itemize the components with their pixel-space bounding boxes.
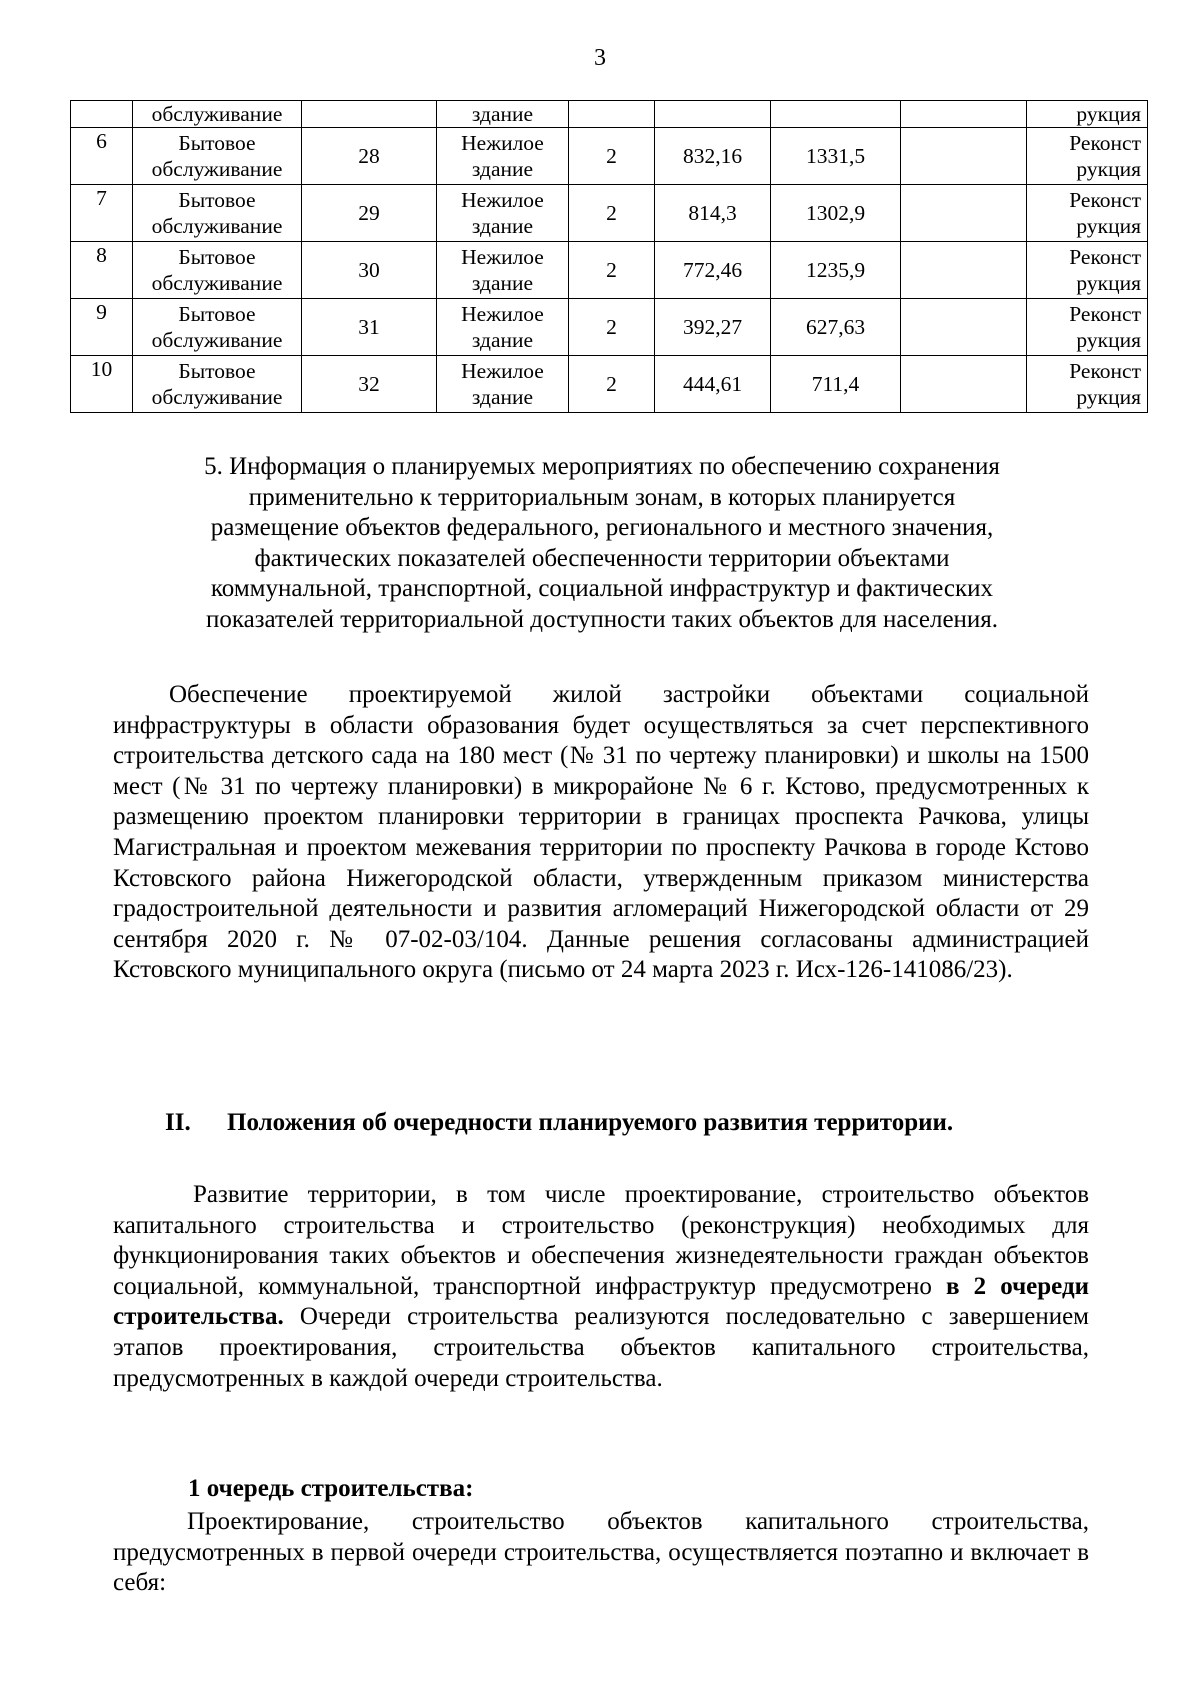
- paragraph-text: Развитие территории, в том числе проектирование, строительство объектов капитального строительства и строительство (реконструкция) необходимых для функционирования таких объектов и обеспечения жизнедеятельности граждан объектов социальной, коммунальной, транспортной инфраструктур предусмотрено: [113, 1181, 1089, 1300]
- cell-text-line: Бытовое: [178, 302, 256, 326]
- table-cell: [437, 356, 569, 413]
- cell-text-line: обслуживание: [151, 385, 283, 409]
- table-cell: [71, 101, 133, 128]
- cell-text-line: рукция: [1076, 214, 1141, 238]
- cell-text-line: рукция: [1076, 271, 1141, 295]
- table-cell: [569, 101, 655, 128]
- table-cell: 1302,9: [771, 185, 901, 242]
- cell-text-line: рукция: [1076, 328, 1141, 352]
- cell-text-line: Бытовое: [178, 131, 256, 155]
- table-cell: [1027, 356, 1148, 413]
- cell-text-line: Нежилое: [461, 131, 544, 155]
- cell-text-line: обслуживание: [151, 328, 283, 352]
- cell-text-line: Реконст: [1069, 302, 1141, 326]
- table-cell: 832,16: [655, 128, 771, 185]
- table-cell: 8: [71, 242, 133, 299]
- table-cell: 2: [569, 242, 655, 299]
- cell-text-line: Нежилое: [461, 359, 544, 383]
- table-cell: [901, 356, 1027, 413]
- table-cell: здание: [437, 101, 569, 128]
- cell-text-line: обслуживание: [151, 214, 283, 238]
- heading-line: размещение объектов федерального, регионального и местного значения,: [210, 514, 994, 542]
- table-cell: [901, 185, 1027, 242]
- cell-text-line: Бытовое: [178, 245, 256, 269]
- cell-text-line: здание: [471, 157, 534, 181]
- table-cell: 9: [71, 299, 133, 356]
- table-row: [71, 242, 1148, 299]
- table-cell: [133, 128, 302, 185]
- chapter-2-heading: [165, 1108, 1085, 1138]
- paragraph-bold-text: в 2 очереди строительства.: [113, 1272, 1089, 1331]
- table-cell: 814,3: [655, 185, 771, 242]
- table-cell: 28: [302, 128, 437, 185]
- paragraph-text: Очереди строительства реализуются последовательно с завершением этапов проектирования, строительства объектов капитального строительства, предусмотренных в каждой очереди строительства.: [113, 1303, 1089, 1392]
- chapter-number: II.: [165, 1109, 191, 1136]
- table-cell: [901, 128, 1027, 185]
- cell-text-line: Нежилое: [461, 302, 544, 326]
- heading-line: 5. Информация о планируемых мероприятиях по обеспечению сохранения: [204, 453, 1000, 480]
- table-cell: [901, 299, 1027, 356]
- table-cell: 10: [71, 356, 133, 413]
- table-cell: 392,27: [655, 299, 771, 356]
- cell-text-line: здание: [471, 271, 534, 295]
- table-cell: [901, 242, 1027, 299]
- cell-text-line: обслуживание: [151, 157, 283, 181]
- table-row: [71, 128, 1148, 185]
- table-cell: [437, 242, 569, 299]
- table-cell: [1027, 242, 1148, 299]
- cell-text-line: Реконст: [1069, 359, 1141, 383]
- table-cell: 30: [302, 242, 437, 299]
- cell-text-line: Реконст: [1069, 188, 1141, 212]
- table-cell: 2: [569, 185, 655, 242]
- table-cell: [302, 101, 437, 128]
- chapter-title: Положения об очередности планируемого развития территории.: [227, 1109, 954, 1136]
- table-cell: [437, 185, 569, 242]
- cell-text-line: Реконст: [1069, 245, 1141, 269]
- table-cell: 444,61: [655, 356, 771, 413]
- table-cell: обслуживание: [133, 101, 302, 128]
- stage-1-heading: 1 очередь строительства:: [188, 1475, 474, 1502]
- table-cell: 1235,9: [771, 242, 901, 299]
- heading-line: коммунальной, транспортной, социальной инфраструктур и фактических: [210, 575, 994, 603]
- chapter-2-paragraph: [113, 1180, 1089, 1394]
- table-cell: [133, 185, 302, 242]
- cell-text-line: Реконст: [1069, 131, 1141, 155]
- table-cell: 7: [71, 185, 133, 242]
- cell-text-line: Бытовое: [178, 359, 256, 383]
- heading-line: показателей территориальной доступности таких объектов для населения.: [205, 605, 999, 633]
- table-cell: [437, 128, 569, 185]
- cell-text-line: рукция: [1076, 157, 1141, 181]
- table-cell: 772,46: [655, 242, 771, 299]
- table-cell: [1027, 128, 1148, 185]
- table-cell: [133, 299, 302, 356]
- buildings-table: [70, 100, 1148, 413]
- cell-text-line: здание: [471, 328, 534, 352]
- cell-text-line: здание: [471, 385, 534, 409]
- table-row: [71, 356, 1148, 413]
- heading-line: фактических показателей обеспеченности территории объектами: [254, 544, 950, 572]
- table-cell: [771, 101, 901, 128]
- table-cell: [133, 242, 302, 299]
- table-cell: [655, 101, 771, 128]
- table-cell: 32: [302, 356, 437, 413]
- table-cell: рукция: [1027, 101, 1148, 128]
- table-row: [71, 299, 1148, 356]
- table-cell: [437, 299, 569, 356]
- table-cell: 711,4: [771, 356, 901, 413]
- page-number: 3: [594, 45, 606, 71]
- table-cell: [133, 356, 302, 413]
- table-cell: 2: [569, 356, 655, 413]
- section-5-paragraph: Обеспечение проектируемой жилой застройки объектами социальной инфраструктуры в области образования будет осуществляться за счет перспективного строительства детского сада на 180 мест (№ 31 по чертежу планировки) и школы на 1500 мест (№ 31 по чертежу планировки) в микрорайоне № 6 г. Кстово, предусмотренных к размещению проектом планировки территории в границах проспекта Рачкова, улицы Магистральная и проектом межевания территории по проспекту Рачкова в городе Кстово Кстовского района Нижегородской области, утвержденным приказом министерства градостроительной деятельности и развития агломераций Нижегородской области от 29 сентября 2020 г. № 07-02-03/104. Данные решения согласованы администрацией Кстовского муниципального округа (письмо от 24 марта 2023 г. Исх-126-141086/23).: [113, 681, 1089, 984]
- cell-text-line: Нежилое: [461, 188, 544, 212]
- heading-line: применительно к территориальным зонам, в которых планируется: [248, 483, 956, 511]
- cell-text-line: рукция: [1076, 385, 1141, 409]
- table-cell: 2: [569, 128, 655, 185]
- cell-text-line: обслуживание: [151, 271, 283, 295]
- table-cell: [1027, 185, 1148, 242]
- table-cell: 29: [302, 185, 437, 242]
- table-cell: [1027, 299, 1148, 356]
- table-row: [71, 185, 1148, 242]
- section-5-heading: [112, 452, 1092, 636]
- table-row-continued: [71, 101, 1148, 128]
- table-cell: 627,63: [771, 299, 901, 356]
- cell-text-line: Нежилое: [461, 245, 544, 269]
- cell-text-line: Бытовое: [178, 188, 256, 212]
- table-cell: [901, 101, 1027, 128]
- table-cell: 6: [71, 128, 133, 185]
- table-cell: 31: [302, 299, 437, 356]
- table-cell: 2: [569, 299, 655, 356]
- stage-1-paragraph: Проектирование, строительство объектов капитального строительства, предусмотренных в первой очереди строительства, осуществляется поэтапно и включает в себя:: [113, 1508, 1089, 1597]
- table-cell: 1331,5: [771, 128, 901, 185]
- cell-text-line: здание: [471, 214, 534, 238]
